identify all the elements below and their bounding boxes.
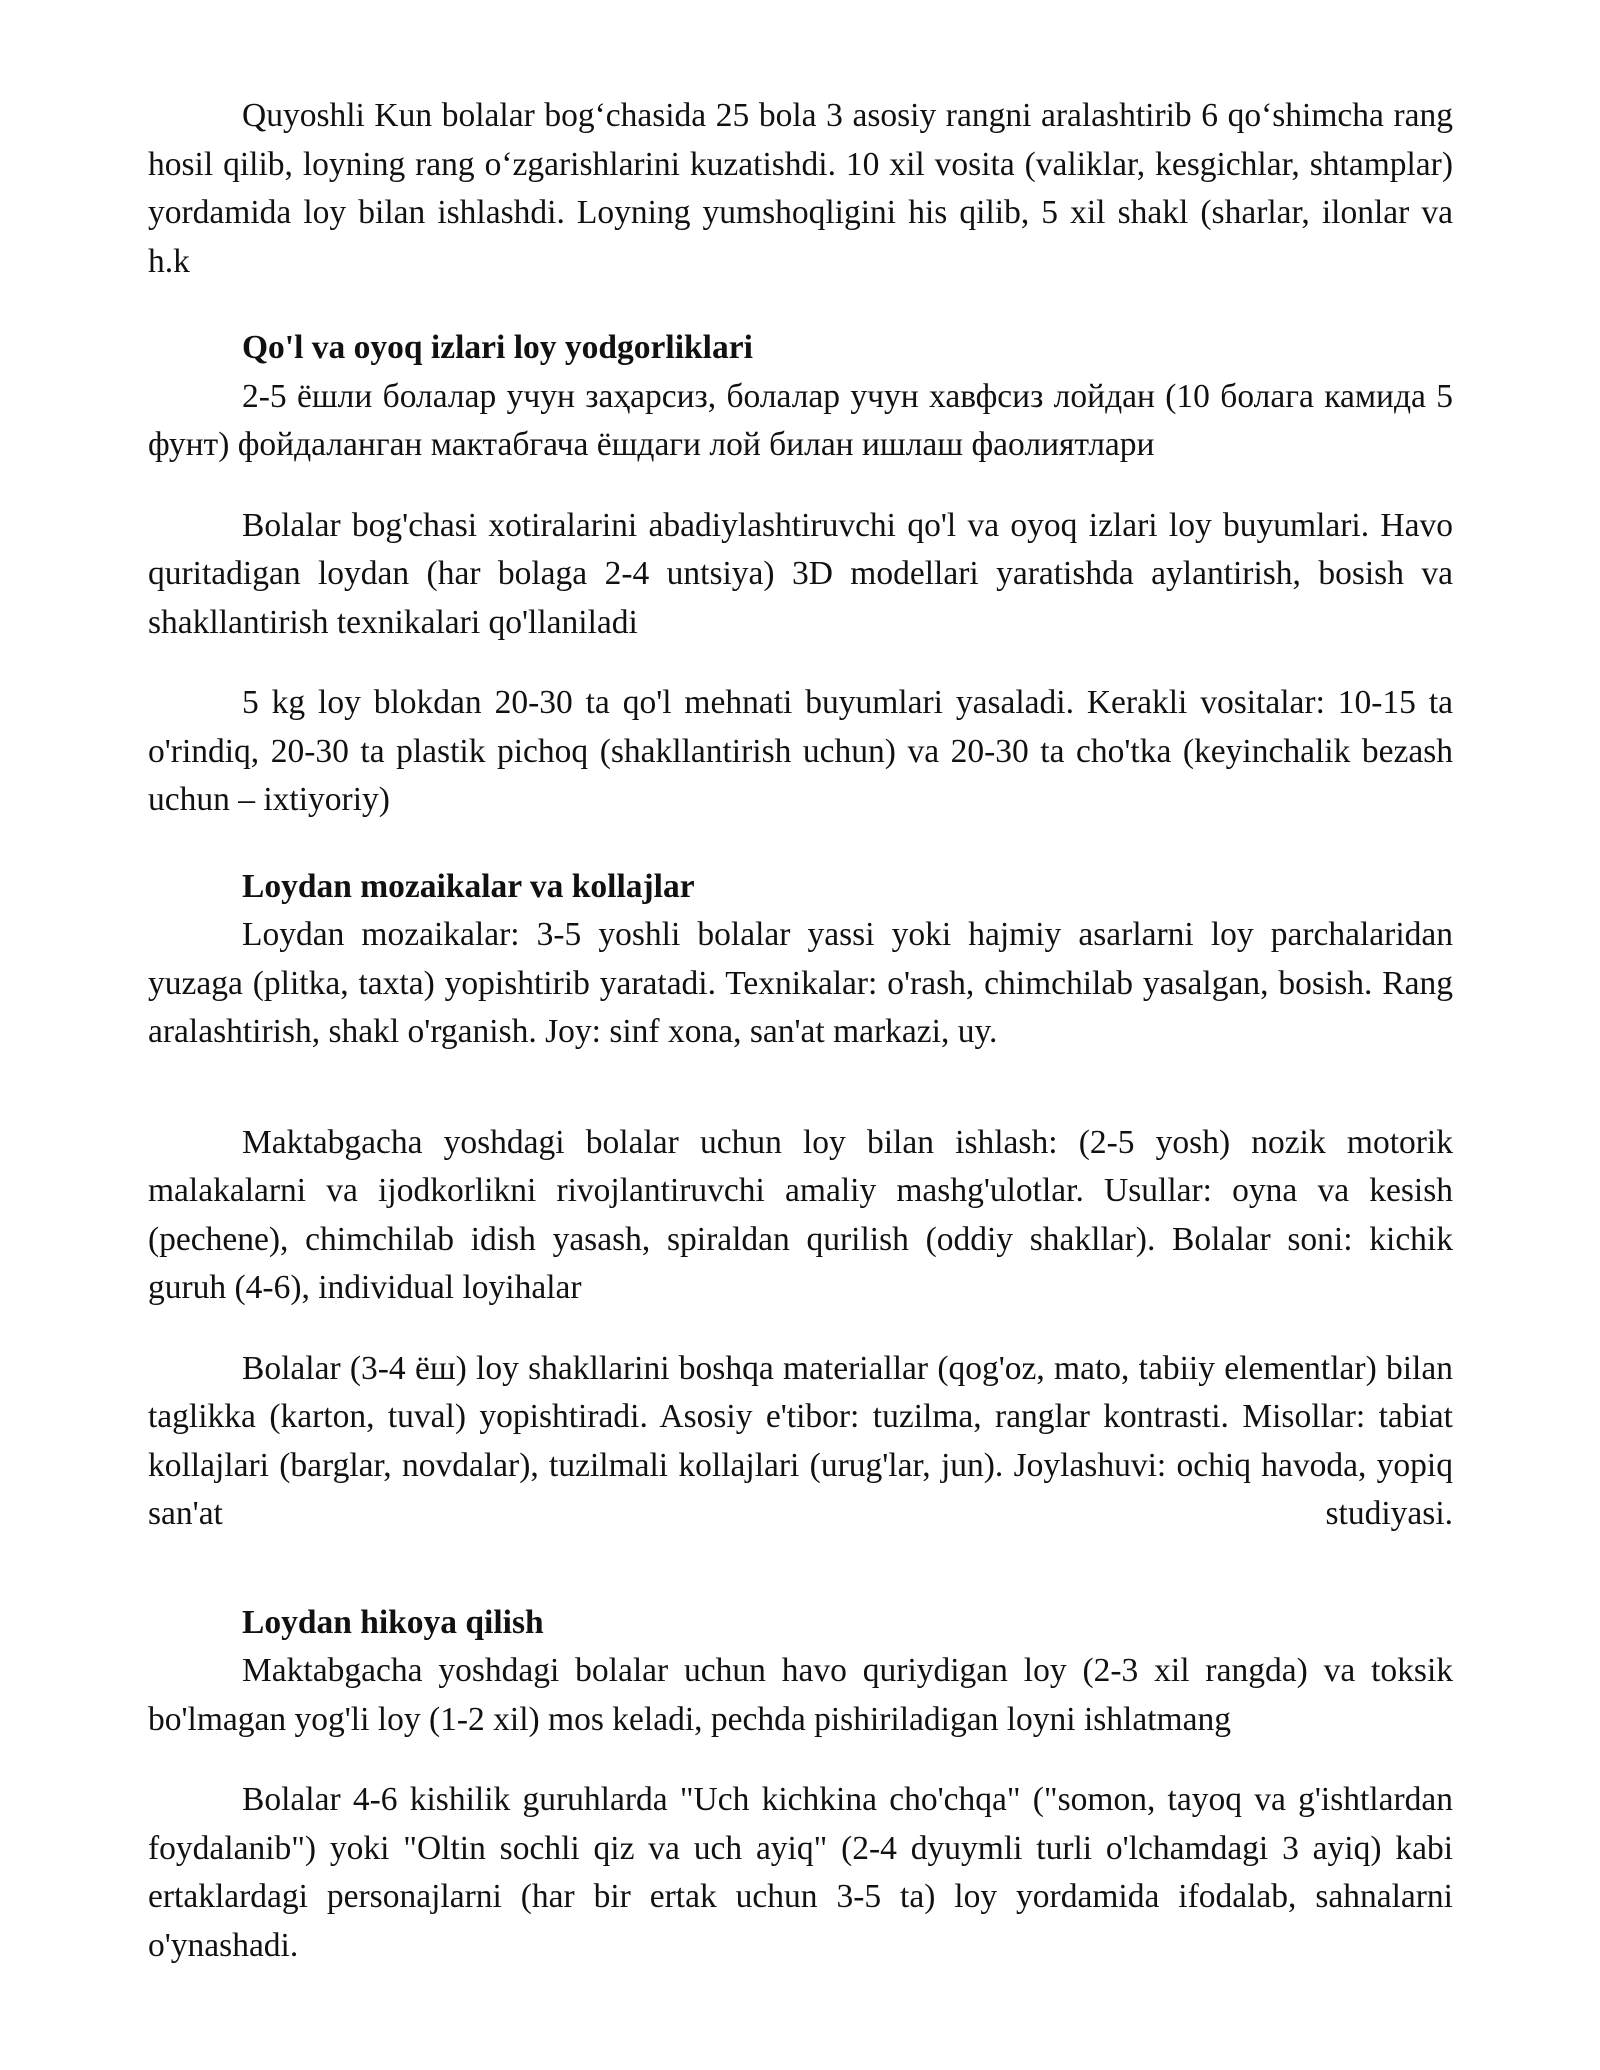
- spacer: [148, 1539, 1453, 1599]
- paragraph-clay-mosaics: Loydan mozaikalar: 3-5 yoshli bolalar yassi yoki hajmiy asarlarni loy parchalaridan yuzaga (plitka, taxta) yopishtirib yaratadi. Texnikalar: o'rash, chimchilab yasalgan, bosish. Rang aralashtirish, shakl o'rganish. Joy: sinf xona, san'at markazi, uy.: [148, 916, 1453, 1050]
- paragraph-clay-activities-cyrillic: 2-5 ёшли болалар учун заҳарсиз, болалар учун хавфсиз лойдан (10 болага камида 5 фунт) фойдаланган мактабгача ёшдаги лой билан ишлаш фаолиятлари: [148, 377, 1453, 463]
- spacer: [148, 1744, 1453, 1776]
- spacer: [148, 647, 1453, 679]
- paragraph-clay-collages: Bolalar (3-4 ёш) loy shakllarini boshqa materiallar (qog'oz, mato, tabiiy elementlar) bilan taglikka (karton, tuval) yopishtiradi. Asosiy e'tibor: tuzilma, ranglar kontrasti. Misollar: tabiat kollajlari (barglar, novdalar), tuzilmali kollajlari (urug'lar, jun). Joylashuvi: ochiq havoda, yopiq san'at studiyasi.: [148, 1349, 1453, 1532]
- heading-hand-foot-prints: Qo'l va oyoq izlari loy yodgorliklari: [242, 329, 753, 366]
- heading-clay-storytelling: Loydan hikoya qilish: [242, 1603, 544, 1641]
- paragraph-clay-block-tools: 5 kg loy blokdan 20-30 ta qo'l mehnati buyumlari yasaladi. Kerakli vositalar: 10-15 ta o'rindiq, 20-30 ta plastik pichoq (shakllantirish uchun) va 20-30 ta cho'tka (keyinchalik bezash uchun – ixtiyoriy): [148, 684, 1453, 818]
- spacer: [148, 286, 1453, 324]
- paragraph-clay-types: Maktabgacha yoshdagi bolalar uchun havo quriydigan loy (2-3 xil rangda) va toksik bo'lmagan yog'li loy (1-2 xil) mos keladi, pechda pishiriladigan loyni ishlatmang: [148, 1652, 1453, 1738]
- heading-mosaics-collages: Loydan mozaikalar va kollajlar: [242, 867, 695, 905]
- paragraph-preschool-clay-work: Maktabgacha yoshdagi bolalar uchun loy bilan ishlash: (2-5 yosh) nozik motorik malakalarni va ijodkorlikni rivojlantiruvchi amaliy mashg'ulotlar. Usullar: oyna va kesish (pechene), chimchilab idish yasash, spiraldan qurilish (oddiy shakllar). Bolalar soni: kichik guruh (4-6), individual loyihalar: [148, 1123, 1453, 1306]
- spacer: [148, 1313, 1453, 1345]
- paragraph-fairy-tale-scenes: Bolalar 4-6 kishilik guruhlarda "Uch kichkina cho'chqa" ("somon, tayoq va g'ishtlardan foydalanib") yoki "Oltin sochli qiz va uch ayiq" (2-4 dyuymli turli o'lchamdagi 3 ayiq) kabi ertaklardagi personajlarni (har bir ertak uchun 3-5 ta) loy yordamida ifodalab, sahnalarni o'ynashadi.: [148, 1781, 1453, 1964]
- spacer: [148, 1057, 1453, 1119]
- paragraph-memory-keepsakes: Bolalar bog'chasi xotiralarini abadiylashtiruvchi qo'l va oyoq izlari loy buyumlari. Havo quritadigan loydan (har bolaga 2-4 untsiya) 3D modellari yaratishda aylantirish, bosish va shakllantirish texnikalari qo'llaniladi: [148, 506, 1453, 641]
- spacer: [148, 470, 1453, 502]
- spacer: [148, 825, 1453, 863]
- paragraph-sunny-day-kindergarten: Quyoshli Kun bolalar bog‘chasida 25 bola 3 asosiy rangni aralashtirib 6 qo‘shimcha rang hosil qilib, loyning rang o‘zgarishlarini kuzatishdi. 10 xil vosita (valiklar, kesgichlar, shtamplar) yordamida loy bilan ishlashdi. Loyning yumshoqligini his qilib, 5 xil shakl (sharlar, ilonlar va h.k: [148, 97, 1453, 280]
- document-page: [148, 92, 1453, 1970]
